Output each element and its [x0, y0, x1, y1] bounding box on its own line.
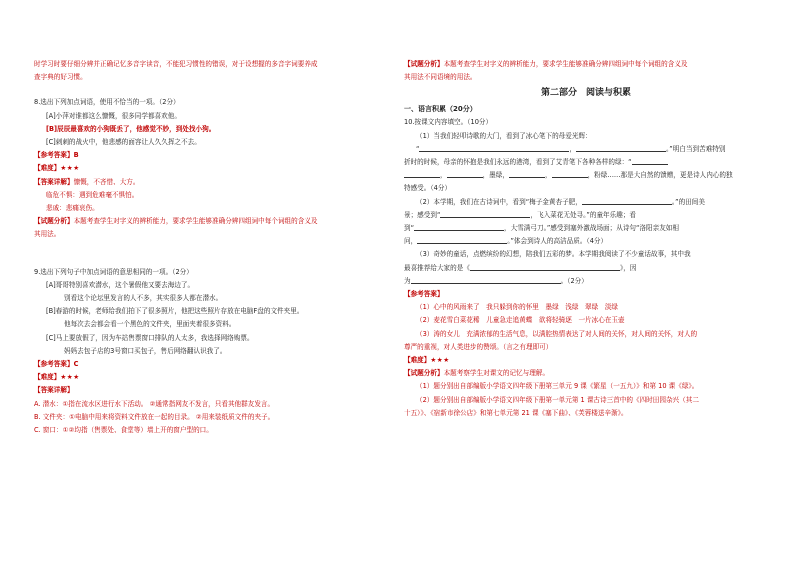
difficulty-row	[34, 371, 392, 384]
analysis-text: 本题考察学生对课文的记忆与理解。	[443, 369, 550, 378]
question-8-title: 8.选出下列加点词语，使用不恰当的一项。（2分）	[34, 98, 180, 107]
difficulty-stars: ★★★	[60, 164, 80, 173]
fill-blank[interactable]	[414, 223, 504, 231]
q10-part1-end: 特感受。（4分）	[404, 184, 452, 193]
detail-label: 【答案详解】	[34, 386, 74, 395]
fill-blank[interactable]	[582, 197, 672, 205]
analysis-text: 本题考查学生对字义的辨析能力，要求学生能够准确分辨四组词中每个词组的含义及	[73, 217, 318, 226]
q10-part2-b: 景；感受到“ ，飞入菜花无处寻。”的童年乐趣；看	[404, 210, 637, 219]
intro-text: 查字典的好习惯。	[34, 73, 87, 82]
q10-part1-blanks: “ ， 。”明白当到苦难特别	[416, 144, 726, 153]
answer-label: 【参考答案】	[404, 290, 444, 299]
fill-blank[interactable]	[440, 210, 530, 218]
option-b: [B]辰辰最喜欢的小狗既丢了，他感觉不妙，到处找小狗。	[46, 124, 216, 133]
q10-part2-c: 到“ ，大雪满弓刀。”感受到塞外激战场面；从诗句“洛阳亲友如相	[404, 224, 679, 233]
fill-blank[interactable]	[632, 157, 668, 165]
answer-row	[34, 149, 392, 162]
analysis-text: （1）题分别出自部编版小学语文四年级下册第三单元 9 课《繁星（一五九）》和第 10 课《绿》。	[416, 382, 699, 391]
difficulty-stars: ★★★	[60, 373, 80, 382]
section-title: 一、语言积累（20分）	[404, 105, 477, 114]
q10-part3-c: 为 。（2分）	[404, 276, 588, 285]
analysis-text: 十五）》、《宿新市徐公店》和第七单元第 21 课《塞下曲》、《芙蓉楼送辛渐》。	[404, 408, 628, 417]
detail-text: 慷慨，不吝惜、大方。	[73, 177, 140, 186]
q10-part1-cont: 折时的时候，母亲的怀抱是我们永远的港湾，看到了艾青笔下各种各样的绿：“	[404, 156, 768, 169]
q10-part1: （1）当我们轻叩诗歌的大门，看到了冰心笔下的母爱光辉：	[416, 131, 592, 140]
analysis-text: （2）题分别出自部编版小学语文四年级下册第一单元第 1 课古诗三首中的《四时田园杂兴（其二	[416, 395, 699, 404]
option-c: [C]刺刺的战火中，他悲感的面容让人久久挥之不去。	[46, 138, 201, 147]
question-9-title: 9.选出下列句子中加点词语的意思相同的一项。（2分）	[34, 267, 193, 276]
fill-blank[interactable]	[404, 170, 440, 178]
fill-blank[interactable]	[417, 236, 507, 244]
q10-part3-b: 最喜推荐给大家的是《 》，因	[404, 263, 637, 272]
analysis-label: 【试题分析】	[34, 217, 74, 226]
option-c-2: 妈妈去包子店的3号窗口买包子，售后网络翻认识我了。	[64, 346, 227, 355]
answer-value: C	[73, 360, 79, 369]
analysis-label: 【试题分析】	[404, 60, 444, 68]
detail-label: 【答案详解】	[34, 177, 74, 186]
question-10-title: 10.按课文内容填空。（10分）	[404, 118, 493, 127]
detail-text: B. 文件夹：①电脑中用来将资料文件放在一起的目录。 ②用来装纸质文件的夹子。	[34, 412, 275, 421]
q10-part3: （3）奇妙的童话，点燃缤纷的幻想，陪我们五彩的梦。本学期我阅读了不少童话故事，其中我	[416, 250, 691, 259]
answer-text: （3）涛的女儿 充满浓郁的生活气息，以满腔热情表达了对人间的关怀，对人间的关怀，对人的	[416, 329, 698, 338]
difficulty-stars: ★★★	[430, 356, 450, 365]
fill-blank[interactable]	[411, 276, 561, 284]
analysis-row	[404, 58, 768, 71]
left-column	[34, 58, 392, 437]
detail-text: 临危不惧：遇到危难毫不惧怕。	[46, 190, 139, 199]
answer-value: B	[73, 151, 79, 160]
option-b: [B]春游的时候，老师给我们拍下了很多照片，他把这些照片存放在电脑F盘的文件夹里。	[46, 307, 304, 316]
option-a: [A]小萍对谁都这么慷慨，很多同学都喜欢他。	[46, 111, 181, 120]
fill-blank[interactable]	[470, 263, 620, 271]
part-title: 第二部分 阅读与积累	[540, 88, 631, 99]
fill-blank[interactable]	[552, 170, 588, 178]
option-a: [A]哥哥特别喜欢潜水，这个暑假他又要去海边了。	[46, 280, 195, 289]
analysis-text: 其用法。	[34, 230, 61, 239]
option-c: [C]马上要放假了，因为车站售票窗口排队的人太多，我选择网络购票。	[46, 333, 254, 342]
option-b-2: 他每次去会都会看一个黑色的文件夹，里面夹着很多资料。	[64, 320, 236, 329]
difficulty-row	[404, 354, 768, 367]
fill-blank[interactable]	[576, 144, 666, 152]
difficulty-row	[34, 162, 392, 175]
answer-text: （2）麦花雪白菜花稀 儿童急走追黄蝶 欲将轻骑逐 一片冰心在玉壶	[416, 316, 625, 325]
answer-row	[34, 358, 392, 371]
analysis-text: 其用法不同语境的用法。	[404, 73, 477, 82]
intro-text: 时学习时要仔细分辨并正确记忆多音字读音，不能犯习惯性的错误，对于设想握的多音字词要养成	[34, 60, 318, 68]
detail-row	[34, 176, 392, 189]
difficulty-label: 【难度】	[34, 164, 61, 173]
right-column	[404, 58, 768, 420]
fill-blank[interactable]	[509, 170, 545, 178]
fill-blank[interactable]	[419, 144, 569, 152]
q10-part2: （2）本学期，我们在古诗词中，看到“梅子金黄杏子肥， 。”的田间美	[416, 197, 705, 206]
detail-text: A. 潜水：①指在流水区进行水下活动。 ②通常指网友不发言，只看其他群友发言。	[34, 399, 275, 408]
fill-blank[interactable]	[447, 170, 483, 178]
analysis-text: 本题考查学生对字义的辨析能力，要求学生能够准确分辨四组词中每个词组的含义及	[443, 60, 688, 68]
analysis-row	[34, 215, 392, 228]
difficulty-label: 【难度】	[404, 356, 431, 365]
detail-text: 悲戚：悲痛哀伤。	[46, 204, 99, 213]
answer-text: 尊严的重视，对人类进步的赞颂。（言之有理即可）	[404, 342, 553, 351]
analysis-row	[404, 367, 768, 380]
q10-part1-blanks2: ， ，墨绿， ， ，粉绿……那是大自然的馈赠，更是诗人内心的独	[404, 169, 768, 182]
difficulty-label: 【难度】	[34, 373, 61, 382]
q10-part2-d: 问， 。”体会到诗人的高洁品质。（4分）	[404, 237, 608, 246]
option-a-2: 别看这个论坛里发言的人不多，其实很多人都在潜水。	[64, 294, 223, 303]
answer-label: 【参考答案】	[34, 151, 74, 160]
answer-text: （1）心中的风雨来了 我只躲到你的怀里 墨绿 浅绿 翠绿 淡绿	[416, 303, 619, 312]
detail-text: C. 窗口：①②均指（售票处、食堂等）墙上开的窗户型的口。	[34, 426, 213, 435]
analysis-label: 【试题分析】	[404, 369, 444, 378]
answer-label: 【参考答案】	[34, 360, 74, 369]
